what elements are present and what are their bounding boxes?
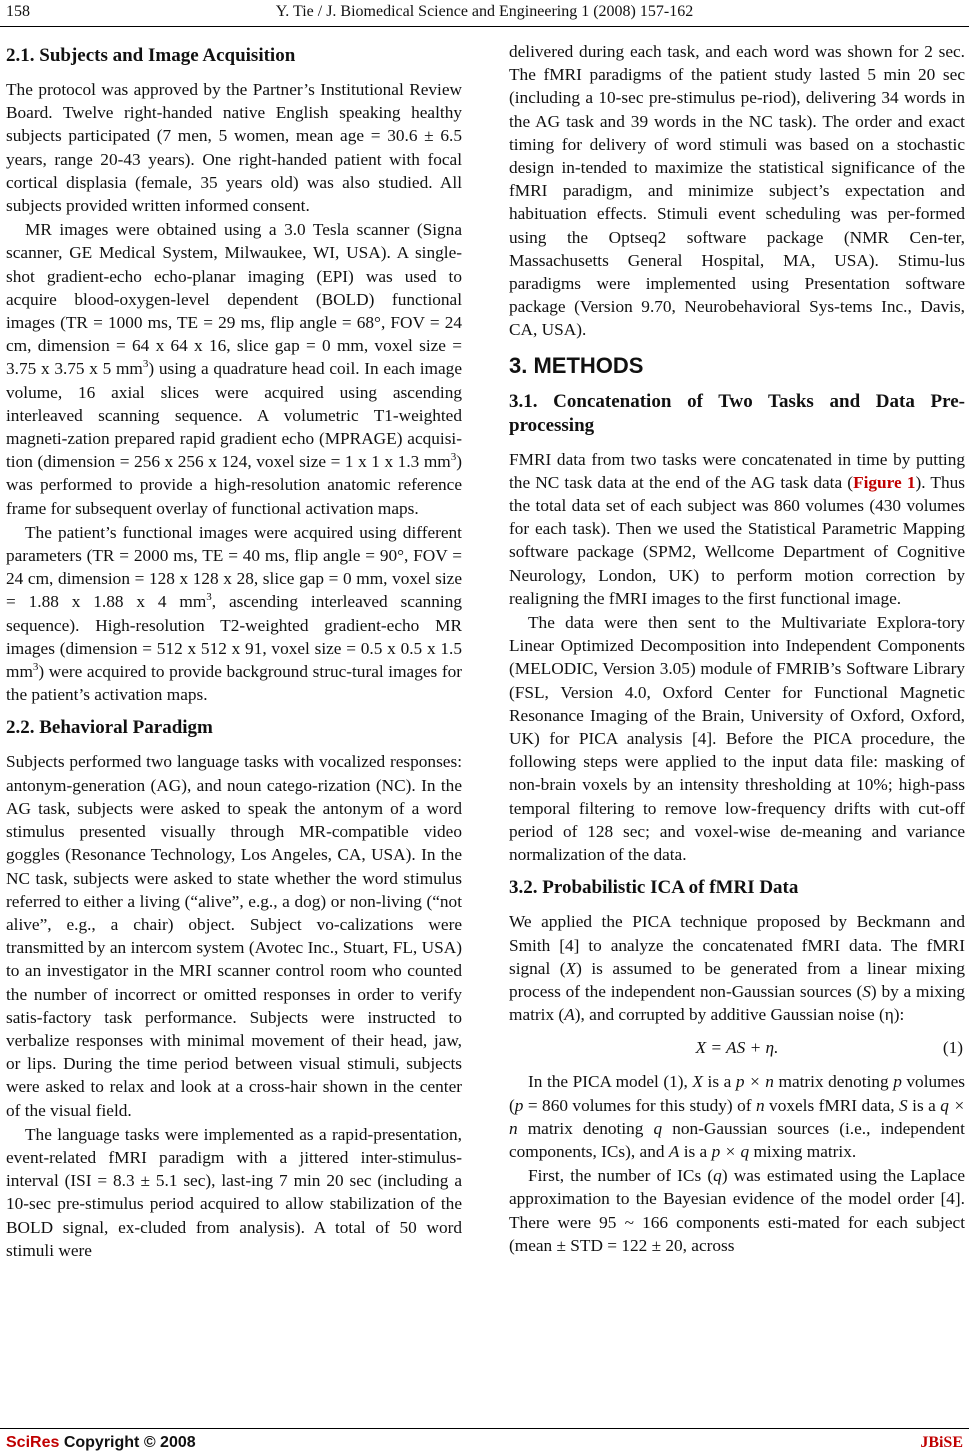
section-3-heading: 3. METHODS <box>509 352 644 378</box>
paragraph: FMRI data from two tasks were concatenated in time by putting the NC task data at the end of the AG task data (Figure 1). Thus the total data set of each subject was 860 volumes (430 volumes for each task). Then we used the Statistical Parametric Mapping software package (SPM2, Wellcome Department of Cognitive Neurology, London, UK) to perform motion correction by realigning the fMRI images to the first functional image. <box>509 449 965 608</box>
equation-number: (1) <box>942 1038 963 1058</box>
footer-copyright: SciRes Copyright © 2008 <box>6 1434 196 1451</box>
paragraph: We applied the PICA technique proposed by Beckmann and Smith [4] to analyze the concatenated fMRI data. The fMRI signal (X) is assumed to be generated from a linear mixing process of the independent non-Gaussian sources (S) by a mixing matrix (A), and corrupted by additive Gaussian noise (η): <box>509 912 966 1025</box>
paragraph: Subjects performed two language tasks with vocalized responses: antonym-generation (AG), and noun catego-rization (NC). In the AG task, subjects were asked to speak the antonym of a word stimulus presented visually through MR-compatible video goggles (Resonance Technology, Los Angeles, CA, USA). In the NC task, subjects were asked to state whether the word stimulus referred to either a living (“alive”, e.g., a dog) or non-living (“not alive”, e.g., a chair) object. Subject vo-calizations were transmitted by an intercom system (Avotec Inc., Stuart, FL, USA) to an investigator in the MRI scanner control room who counted the number of incorrect or omitted responses in order to verify satis-factory task performance. Subjects were instructed to verbalize responses with minimal movement of their head, jaw, or lips. During the time period between visual stimuli, subjects were asked to relax and look at a cross-hair shown in the center of the visual field. <box>6 752 462 1120</box>
figure-1-link[interactable]: Figure 1 <box>853 472 916 492</box>
running-title: Y. Tie / J. Biomedical Science and Engineering 1 (2008) 157-162 <box>275 3 694 20</box>
section-2-2-heading: 2.2. Behavioral Paradigm <box>6 717 213 739</box>
publisher-brand: SciRes <box>6 1434 60 1451</box>
paragraph: MR images were obtained using a 3.0 Tesla scanner (Signa scanner, GE Medical System, Milwaukee, WI, USA). A single-shot gradient-echo echo-planar imaging (EPI) was used to acquire blood-oxygen-level dependent (BOLD) functional images (TR = 1000 ms, TE = 29 ms, flip angle = 68°, FOV = 24 cm, dimension = 64 x 64 x 16, slice gap = 0 mm, voxel size = 3.75 x 3.75 x 5 $mm^3$) using a quadrature head coil. In each image volume, 16 axial slices were acquired using ascending interleaved scanning sequence. A volumetric T1-weighted magneti-zation prepared rapid gradient echo (MPRAGE) acquisi-tion (dimension = 256 x 256 x 124, voxel size = 1 x 1 x 1.3 $mm^3$) was performed to provide a high-resolution anatomic reference frame for subsequent overlay of functional activation maps. <box>6 220 462 518</box>
page-number: 158 <box>6 3 30 20</box>
section-3-1-heading: 3.1. Concatenation of Two Tasks and Data Pre-processing <box>509 390 965 436</box>
paragraph: delivered during each task, and each word was shown for 2 sec. The fMRI paradigms of the patient study lasted 5 min 20 sec (including a 10-sec pre-stimulus pe-riod), delivering 34 words in the AG task and 39 words in the NC task). The order and exact timing for delivery of word stimuli was based on a stochastic design in-tended to maximize the statistical significance of the fMRI paradigm, and minimize subject’s expectation and habituation effects. Stimuli event scheduling was per-formed using the Optseq2 software package (NMR Cen-ter, Massachusetts General Hospital, MA, USA). Stimu-lus paradigms were implemented using Presentation software package (Version 9.70, Neurobehavioral Sys-tems Inc., Davis, CA, USA). <box>509 42 965 340</box>
paragraph: The language tasks were implemented as a rapid-presentation, event-related fMRI paradigm with a jittered inter-stimulus-interval (ISI = 8.3 ± 5.1 sec), last-ing 7 min 20 sec (including a 10-sec pre-stimulus period acquired to allow stabilization of the BOLD signal, ex-cluded from analysis). A total of 50 word stimuli were <box>6 1124 462 1260</box>
page-footer <box>0 1428 969 1455</box>
paragraph: The protocol was approved by the Partner’s Institutional Review Board. Twelve right-handed native English speaking healthy subjects participated (7 men, 5 women, mean age = 30.6 ± 6.5 years, range 20-43 years). One right-handed patient with focal cortical displasia (female, 35 years old) was also studied. All subjects provided written informed consent. <box>6 80 462 216</box>
right-column <box>509 40 965 1257</box>
equation-1 <box>509 1034 965 1062</box>
left-column <box>6 40 462 1262</box>
paragraph: The data were then sent to the Multivariate Explora-tory Linear Optimized Decomposition into Independent Components (MELODIC, Version 3.05) module of FMRIB’s Software Library (FSL, Version 4.0, Oxford Center for Functional Magnetic Resonance Imaging of the Brain, University of Oxford, Oxford, UK) for PICA analysis [4]. Before the PICA procedure, the following steps were applied to the input data file: masking of non-brain voxels by an intensity thresholding at 10%; high-pass temporal filtering to remove low-frequency drifts with cut-off period of 128 sec; and voxel-wise de-meaning and variance normalization of the data. <box>509 613 965 865</box>
paragraph: First, the number of ICs (q) was estimated using the Laplace approximation to the Bayesian evidence of the model order [4]. There were 95 ~ 166 components esti-mated for each subject (mean ± STD = 122 ± 20, across <box>509 1166 965 1255</box>
equation-expression: X = AS + η. <box>695 1038 779 1058</box>
paragraph: In the PICA model (1), X is a p × n matrix denoting p volumes (p = 860 volumes for this study) of n voxels fMRI data, S is a q × n matrix denoting q non-Gaussian sources (i.e., independent components, ICs), and A is a p × q mixing matrix. <box>509 1072 966 1161</box>
page-header <box>0 0 969 27</box>
paragraph: The patient’s functional images were acquired using different parameters (TR = 2000 ms, TE = 40 ms, flip angle = 90°, FOV = 24 cm, dimension = 128 x 128 x 28, slice gap = 0 mm, voxel size = 1.88 x 1.88 x 4 $mm^3$, ascending interleaved scanning sequence). High-resolution T2-weighted gradient-echo MR images (dimension = 512 x 512 x 91, voxel size = 0.5 x 0.5 x 1.5 $mm^3$) were acquired to provide background struc-tural images for the patient’s activation maps. <box>6 522 462 705</box>
section-3-2-heading: 3.2. Probabilistic ICA of fMRI Data <box>509 877 799 899</box>
section-2-1-heading: 2.1. Subjects and Image Acquisition <box>6 45 296 66</box>
journal-abbrev: JBiSE <box>920 1434 963 1451</box>
